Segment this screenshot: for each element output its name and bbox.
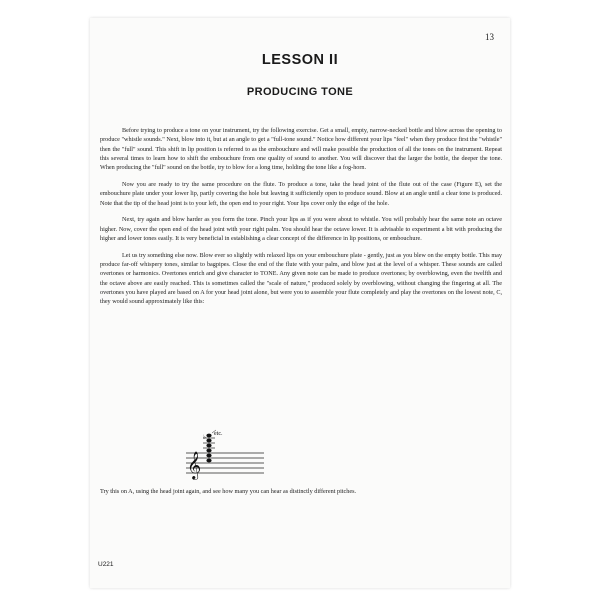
- section-title: PRODUCING TONE: [246, 86, 354, 98]
- paragraph-4: Let us try something else now. Blow ever so slightly with relaxed lips on your embouchure plate - gently, just as you blew on the empty bottle. This may produce far-off whispery tones, similar to bagpipes. Close the end of the flute with your palm, and blow just at the level of a whisper. These sounds are called overtones or harmonics. Overtones enrich and give character to TONE. Any given note can be made to produce overtones; by overblowing, even the twelfth and the octave above are easily reached. This is sometimes called the "scale of nature," produced solely by overblowing, without changing the fingering at all. The overtones you have played are based on A for your head joint alone, but were you to assemble your flute completely and play the overtones on the lowest note, C, they would sound approximately like this:: [100, 251, 502, 306]
- paragraph-3: Next, try again and blow harder as you form the tone. Pinch your lips as if you were about to whistle. You will probably hear the same note an octave higher. Now, cover the open end of the head joint with your right palm. You should hear the octave lower. It is advisable to experiment a bit with producing the higher and lower tones easily. It is very beneficial in establishing a clear concept of the difference in lip positions, or embouchure.: [100, 216, 502, 242]
- page-number: 13: [485, 32, 494, 42]
- music-staff: [186, 427, 266, 481]
- body-text: [100, 126, 502, 314]
- paragraph-1: Before trying to produce a tone on your instrument, try the following exercise. Get a small, empty, narrow-necked bottle and blow across the opening to produce "whistle sounds." Next, blow into it, but at an angle to get a "full-tone sound." Notice how different your lips "feel" when they produce first the "whistle" then the "full" sound. This shift in lip position is referred to as the embouchure and will make possible the production of all the tones on the instrument. Repeat this several times to learn how to shift the embouchure from one quality of sound to another. You will discover that the larger the bottle, the deeper the tone. When producing the "full" sound on the bottle, try to blow for a long time, holding the tone like a fog-horn.: [100, 127, 502, 172]
- music-example: [186, 427, 266, 481]
- lesson-title: LESSON II: [261, 52, 339, 68]
- footer-code: U221: [98, 561, 114, 568]
- etc-label: etc.: [214, 431, 223, 437]
- treble-clef-icon: 𝄞: [187, 451, 202, 479]
- flat-sign-icon: ♭: [203, 435, 206, 441]
- book-page: [90, 18, 510, 588]
- closing-line: Try this on A, using the head joint again, and see how many you can hear as distinctly different pitches.: [100, 488, 357, 495]
- paragraph-2: Now you are ready to try the same procedure on the flute. To produce a tone, take the head joint of the flute out of the case (Figure E), set the embouchure plate under your lower lip, partly covering the hole but leaving it sufficiently open to produce sound. Blow at an angle until a clear tone is produced. Note that the tip of the head joint is to your left, the open end to your right. Your lips cover only the edge of the hole.: [100, 180, 502, 207]
